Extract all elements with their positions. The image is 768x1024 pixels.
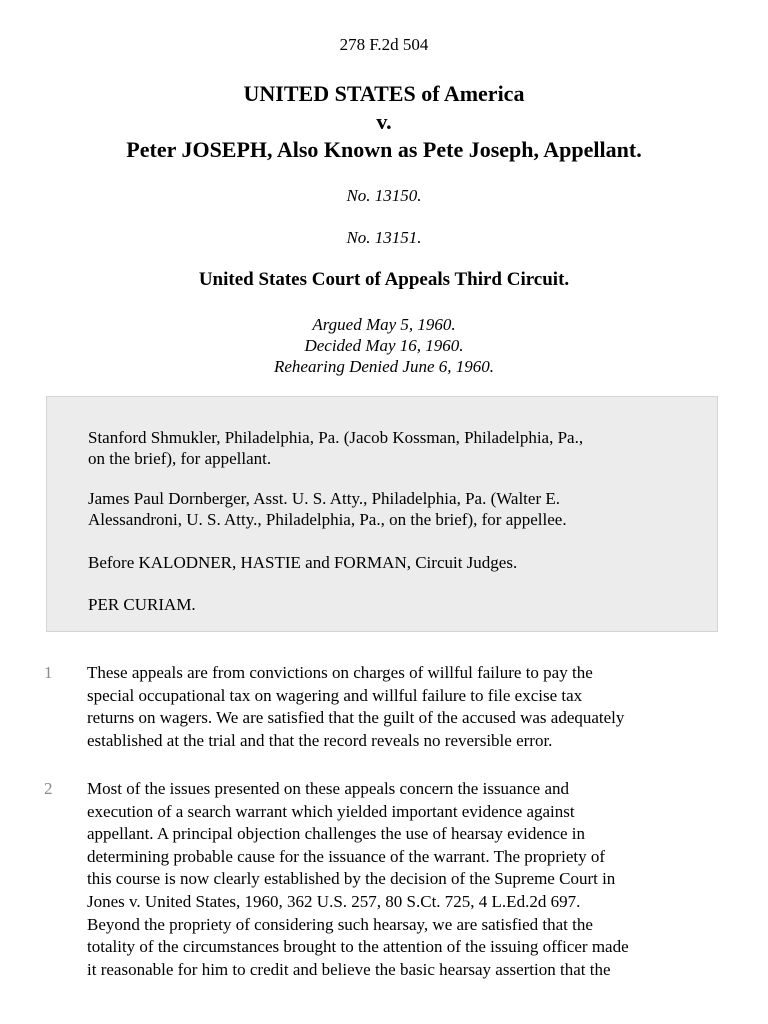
text-line: Beyond the propriety of considering such hearsay, we are satisfied that the <box>87 914 593 934</box>
per-curiam-line <box>88 594 708 615</box>
text-line: execution of a search warrant which yielded important evidence against <box>87 801 575 821</box>
rehearing-date: Rehearing Denied June 6, 1960. <box>274 357 494 376</box>
paragraph-number: 1 <box>44 663 53 682</box>
case-title-defendant: Peter JOSEPH, Also Known as Pete Joseph, Appellant. <box>126 137 642 162</box>
text-line: it reasonable for him to credit and believe the basic hearsay assertion that the <box>87 959 611 979</box>
text-line: PER CURIAM. <box>88 595 196 614</box>
text-line: on the brief), for appellant. <box>88 449 272 468</box>
text-line: this course is now clearly established by the decision of the Supreme Court in <box>87 869 616 889</box>
text-line: established at the trial and that the record reveals no reversible error. <box>87 730 553 750</box>
text-line: Alessandroni, U. S. Atty., Philadelphia, Pa., on the brief), for appellee. <box>88 510 567 529</box>
text-line: determining probable cause for the issuance of the warrant. The propriety of <box>87 846 605 866</box>
case-citation: 278 F.2d 504 <box>339 35 429 54</box>
case-title <box>0 80 768 164</box>
appellant-counsel <box>88 427 708 469</box>
text-line: Before KALODNER, HASTIE and FORMAN, Circuit Judges. <box>88 553 518 572</box>
text-line: James Paul Dornberger, Asst. U. S. Atty., Philadelphia, Pa. (Walter E. <box>88 489 560 508</box>
appellee-counsel <box>88 488 708 530</box>
case-title-plaintiff: UNITED STATES of America <box>243 81 525 106</box>
judges-line <box>88 552 708 573</box>
decided-date: Decided May 16, 1960. <box>304 336 464 355</box>
court-name: United States Court of Appeals Third Circuit. <box>198 269 570 290</box>
text-line: returns on wagers. We are satisfied that the guilt of the accused was adequately <box>87 708 625 728</box>
text-line: special occupational tax on wagering and willful failure to file excise tax <box>87 685 583 705</box>
counsel-box <box>46 396 718 632</box>
text-line: Jones v. United States, 1960, 362 U.S. 257, 80 S.Ct. 725, 4 L.Ed.2d 697. <box>87 891 581 911</box>
text-line: These appeals are from convictions on charges of willful failure to pay the <box>87 663 593 682</box>
text-line: totality of the circumstances brought to the attention of the issuing officer made <box>87 937 629 957</box>
docket-number: No. 13151. <box>346 228 422 247</box>
paragraph-text <box>87 662 727 752</box>
text-line: appellant. A principal objection challenges the use of hearsay evidence in <box>87 824 586 844</box>
paragraph-text <box>87 778 727 981</box>
case-title-versus: v. <box>376 109 392 134</box>
argued-date: Argued May 5, 1960. <box>312 315 456 334</box>
docket-number: No. 13150. <box>346 186 422 205</box>
text-line: Stanford Shmukler, Philadelphia, Pa. (Jacob Kossman, Philadelphia, Pa., <box>88 428 584 447</box>
case-dates <box>0 314 768 377</box>
paragraph-number: 2 <box>44 779 53 798</box>
text-line: Most of the issues presented on these appeals concern the issuance and <box>87 779 569 798</box>
